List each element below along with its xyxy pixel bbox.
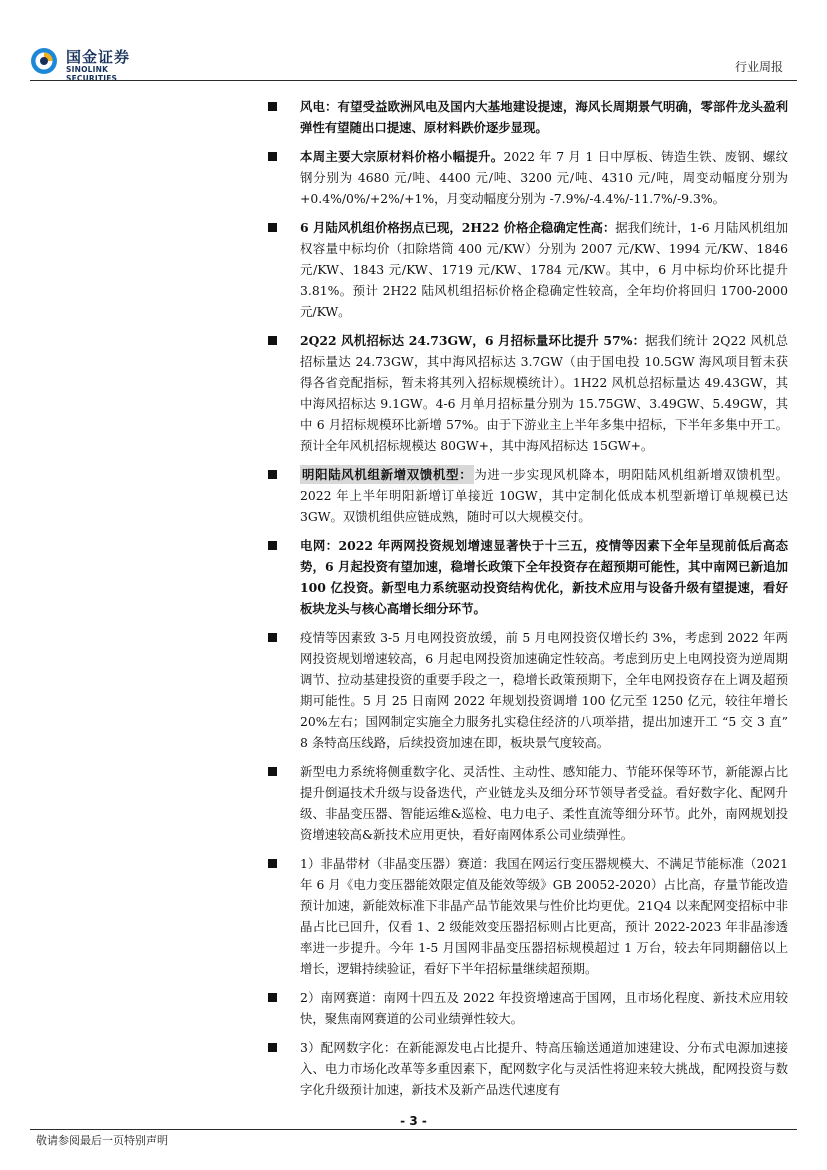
- square-bullet-icon: [268, 470, 277, 479]
- square-bullet-icon: [268, 223, 277, 232]
- logo-chinese-name: 国金证券: [66, 48, 131, 66]
- bullet-item: [268, 627, 788, 753]
- square-bullet-icon: [268, 767, 277, 776]
- square-bullet-icon: [268, 152, 277, 161]
- bullet-text: 2）南网赛道：南网十四五及 2022 年投资增速高于国网，且市场化程度、新技术应用较快，聚焦南网赛道的公司业绩弹性较大。: [300, 990, 788, 1026]
- square-bullet-icon: [268, 102, 277, 111]
- document-type: 行业周报: [734, 60, 783, 74]
- bullet-text: 新型电力系统将侧重数字化、灵活性、主动性、感知能力、节能环保等环节，新能源占比提升倒逼技术升级与设备迭代，产业链龙头及细分环节领导者受益。看好数字化、配网升级、非晶变压器、智能运维&巡检、电力电子、柔性直流等细分环节。此外，南网规划投资增速较高&新技术应用更快，看好南网体系公司业绩弹性。: [300, 764, 788, 842]
- bullet-item: [268, 535, 788, 619]
- footer-divider: [30, 1129, 797, 1130]
- bullet-heading: 风电：有望受益欧洲风电及国内大基地建设提速，海风长周期景气明确，零部件龙头盈利弹性有望随出口提速、原材料跌价逐步显现。: [300, 99, 788, 135]
- bullet-item: [268, 464, 788, 527]
- bullet-item: [268, 217, 788, 322]
- bullet-text: 据我们统计 2Q22 风机总招标量达 24.73GW，其中海风招标达 3.7GW（由于国电投 10.5GW 海风项目暂未获得各省竞配指标，暂未将其列入招标规模统计）。1H22 风机总招标量达 49.43GW，其中海风招标达 9.1GW。4-6 月单月招标量分别为 15.75GW、3.49GW、5.49GW，其中 6 月招标规模环比新增 57%。由于下游业主上半年多集中招标，下半年多集中开工。预计全年风机招标规模达 80GW+，其中海风招标达 15GW+。: [300, 333, 788, 453]
- page-header: [0, 0, 827, 90]
- page-number: - 3 -: [400, 1114, 427, 1128]
- bullet-text: 1）非晶带材（非晶变压器）赛道：我国在网运行变压器规模大、不满足节能标准（2021 年 6 月《电力变压器能效限定值及能效等级》GB 20052-2020）占比高，存量节能改造预计加速，新能效标准下非晶产品节能效果与性价比均更优。21Q4 以来配网变招标中非晶占比已回升，仅看 1、2 级能效变压器招标则占比更高，预计 2022-2023 年非晶渗透率进一步提升。今年 1-5 月国网非晶变压器招标规模超过 1 万台，较去年同期翻倍以上增长，逻辑持续验证，看好下半年招标量继续超预期。: [300, 856, 788, 976]
- square-bullet-icon: [268, 993, 277, 1002]
- report-body: [268, 96, 788, 1108]
- square-bullet-icon: [268, 1043, 277, 1052]
- header-divider: [30, 80, 797, 81]
- bullet-text: 疫情等因素致 3-5 月电网投资放缓，前 5 月电网投资仅增长约 3%，考虑到 2022 年两网投资规划增速较高，6 月起电网投资加速确定性较高。考虑到历史上电网投资为逆周期调节、拉动基建投资的重要手段之一，稳增长政策预期下，全年电网投资存在上调及超预期可能性。5 月 25 日南网 2022 年规划投资调增 100 亿元至 1250 亿元，较往年增长 20%左右；国网制定实施全力服务扎实稳住经济的八项举措，提出加速开工 “5 交 3 直” 8 条特高压线路，后续投资加速在即，板块景气度较高。: [300, 630, 788, 750]
- square-bullet-icon: [268, 633, 277, 642]
- bullet-heading: 本周主要大宗原材料价格小幅提升。: [300, 149, 504, 164]
- bullet-heading: 明阳陆风机组新增双馈机型：: [302, 467, 473, 482]
- sinolink-logo-icon: [30, 47, 58, 75]
- bullet-item: [268, 987, 788, 1029]
- bullet-heading: 电网：2022 年两网投资规划增速显著快于十三五，疫情等因素下全年呈现前低后高态势，6 月起投资有望加速，稳增长政策下全年投资存在超预期可能性，其中南网已新追加 100 亿投资。新型电力系统驱动投资结构优化，新技术应用与设备升级有望提速，看好板块龙头与核心高增长细分环节。: [300, 538, 788, 616]
- bullet-text: 为进一步实现风机降本，明阳陆风机组新增双馈机型。2022 年上半年明阳新增订单接近 10GW，其中定制化低成本机型新增订单规模已达 3GW。双馈机组供应链成熟，随时可以大规模交付。: [300, 467, 789, 524]
- bullet-heading: 2Q22 风机招标达 24.73GW，6 月招标量环比提升 57%：: [300, 333, 646, 348]
- bullet-item: [268, 761, 788, 845]
- bullet-text: 据我们统计，1-6 月陆风机组加权容量中标均价（扣除塔筒 400 元/KW）分别为 2007 元/KW、1994 元/KW、1846 元/KW、1843 元/KW、1719 元/KW、1784 元/KW。其中，6 月中标均价环比提升 3.81%。预计 2H22 陆风机组招标价格企稳确定性较高，全年均价将回归 1700-2000 元/KW。: [300, 220, 788, 319]
- bullet-item: [268, 146, 788, 209]
- disclaimer-note: 敬请参阅最后一页特别声明: [36, 1134, 168, 1147]
- bullet-text: 3）配网数字化：在新能源发电占比提升、特高压输送通道加速建设、分布式电源加速接入、电力市场化改革等多重因素下，配网数字化与灵活性将迎来较大挑战，配网投资与数字化升级预计加速，新技术及新产品迭代速度有: [300, 1040, 788, 1097]
- bullet-item: [268, 1037, 788, 1100]
- bullet-item: [268, 96, 788, 138]
- bullet-item: [268, 853, 788, 979]
- logo-english-name: SINOLINK SECURITIES: [66, 65, 118, 83]
- bullet-text: 2022 年 7 月 1 日中厚板、铸造生铁、废钢、螺纹钢分别为 4680 元/吨、4400 元/吨、3200 元/吨、4310 元/吨，周变动幅度分别为 +0.4%/0%/+2%/+1%，月变动幅度分别为 -7.9%/-4.4%/-11.7%/-9.3%。: [300, 149, 789, 206]
- square-bullet-icon: [268, 541, 277, 550]
- bullet-heading: 6 月陆风机组价格拐点已现，2H22 价格企稳确定性高：: [300, 220, 616, 235]
- bullet-item: [268, 330, 788, 456]
- brand-logo: [30, 45, 160, 83]
- square-bullet-icon: [268, 336, 277, 345]
- square-bullet-icon: [268, 859, 277, 868]
